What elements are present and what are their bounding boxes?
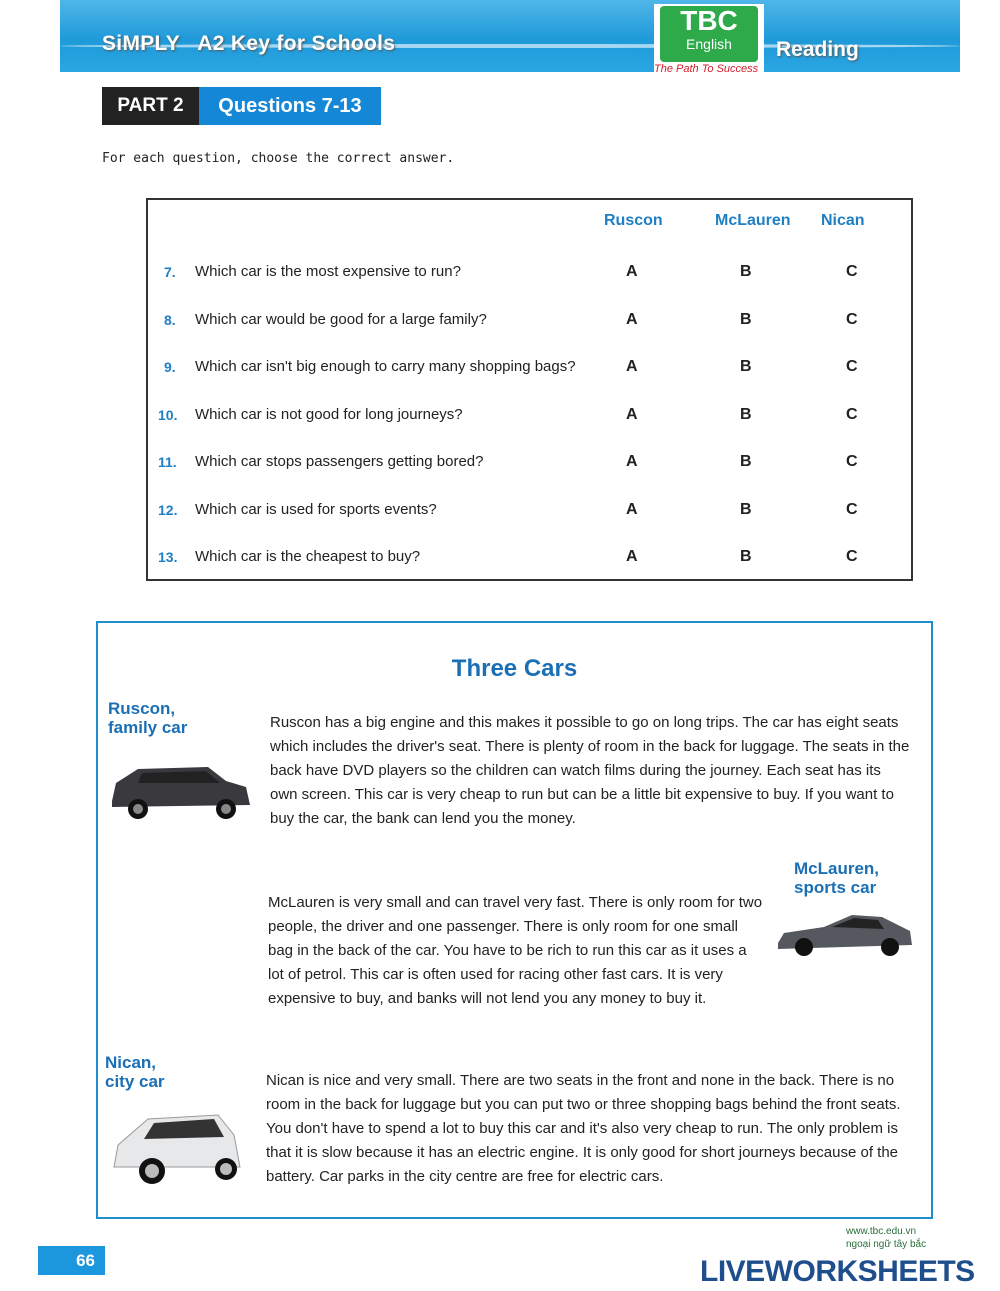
nican-label: [105, 1053, 165, 1091]
option-c[interactable]: C: [846, 453, 858, 470]
mclauren-label: [794, 859, 879, 897]
question-text: Which car is not good for long journeys?: [195, 405, 463, 423]
question-text: Which car is used for sports events?: [195, 500, 437, 518]
question-number: 9.: [164, 359, 176, 375]
question-text: Which car stops passengers getting bored?: [195, 453, 484, 470]
question-number: 13.: [158, 549, 178, 565]
ruscon-label: [108, 699, 187, 737]
mclauren-description: McLauren is very small and can travel very fast. There is only room for two people, the driver and one passenger. There is only room for one small bag in the back of the car. You have to be rich to run this car as it uses a lot of petrol. This car is often used for racing other fast cars. It is very expensive to buy, and banks will not lend you any money to buy it.: [268, 894, 763, 1007]
option-b[interactable]: B: [740, 453, 752, 470]
option-c[interactable]: C: [846, 310, 858, 328]
option-c[interactable]: C: [846, 500, 858, 518]
question-number: 10.: [158, 406, 178, 423]
question-row: [148, 260, 911, 284]
question-text: Which car is the most expensive to run?: [195, 263, 461, 280]
instruction: For each question, choose the correct answer.: [102, 151, 455, 166]
label-line: Nican,: [105, 1053, 157, 1072]
logo-tagline: The Path To Success: [654, 63, 759, 75]
book-title: SiMPLY A2 Key for Schools: [102, 32, 396, 55]
passage-title: Three Cars: [451, 655, 578, 682]
option-c[interactable]: C: [846, 548, 858, 565]
option-b[interactable]: B: [740, 263, 752, 280]
option-a[interactable]: A: [626, 405, 638, 423]
option-b[interactable]: B: [740, 500, 752, 518]
option-a[interactable]: A: [626, 310, 638, 328]
part-label: PART 2: [102, 87, 199, 125]
logo-text: TBC: [680, 5, 738, 36]
column-mclauren: McLauren: [715, 212, 791, 229]
option-a[interactable]: A: [626, 358, 638, 375]
liveworksheets-logo: LIVEWORKSHEETS: [700, 1255, 975, 1288]
option-b[interactable]: B: [740, 358, 752, 375]
question-text: Which car is the cheapest to buy?: [195, 548, 421, 565]
label-line: sports car: [794, 878, 877, 897]
label-line: Ruscon,: [108, 699, 176, 718]
page-number: 66: [38, 1246, 105, 1275]
label-line: city car: [105, 1072, 165, 1091]
option-a[interactable]: A: [626, 263, 638, 280]
question-row: [148, 308, 911, 332]
ruscon-description: Ruscon has a big engine and this makes it possible to go on long trips. The car has eight seats which includes the driver's seat. There is plenty of room in the back for luggage. The seats in the back have DVD players so the children can watch films during the journey. Each seat has its own screen. This car is very cheap to run but can be a little bit expensive to buy. If you want to buy the car, the bank can lend you the money.: [270, 714, 910, 827]
section-title: Reading: [776, 38, 859, 61]
question-number: 8.: [164, 311, 176, 328]
option-a[interactable]: A: [626, 548, 638, 565]
label-line: McLauren,: [794, 859, 880, 878]
question-number: 11.: [158, 454, 177, 470]
facebook-link[interactable]: ngoại ngữ tây bắc: [846, 1239, 927, 1250]
reading-passage: [96, 621, 933, 1219]
question-text: Which car would be good for a large family?: [195, 310, 487, 328]
column-ruscon: Ruscon: [604, 212, 663, 229]
nican-car-image: [108, 1109, 248, 1189]
question-table: [146, 198, 913, 581]
question-text: Which car isn't big enough to carry many shopping bags?: [195, 358, 576, 375]
option-a[interactable]: A: [626, 453, 638, 470]
website[interactable]: www.tbc.edu.vn: [846, 1226, 917, 1237]
question-number: 12.: [158, 501, 178, 518]
column-nican: Nican: [821, 212, 865, 229]
option-c[interactable]: C: [846, 405, 858, 423]
option-c[interactable]: C: [846, 358, 858, 375]
nican-description: Nican is nice and very small. There are two seats in the front and none in the back. There is no room in the back for luggage but you can put two or three shopping bags behind the front seats. You don't have to spend a lot to buy this car and it's also very cheap to run. The only problem is that it is slow because it has an electric engine. It is only good for short journeys because of the battery. Car parks in the city centre are free for electric cars.: [266, 1072, 901, 1185]
option-b[interactable]: B: [740, 548, 752, 565]
question-number: 7.: [164, 264, 176, 280]
ruscon-car-image: [108, 761, 253, 823]
option-a[interactable]: A: [626, 500, 638, 518]
question-row: [148, 450, 911, 474]
label-line: family car: [108, 718, 188, 737]
tbc-logo: [660, 6, 758, 62]
option-b[interactable]: B: [740, 310, 752, 328]
logo-subtext: English: [686, 36, 732, 52]
question-row: [148, 498, 911, 522]
question-row: [148, 355, 911, 379]
questions-label: Questions 7-13: [199, 87, 381, 125]
mclauren-car-image: [774, 909, 916, 959]
question-row: [148, 545, 911, 569]
option-c[interactable]: C: [846, 263, 858, 280]
mclauren-description-part1: [268, 891, 763, 1011]
question-row: [148, 403, 911, 427]
option-b[interactable]: B: [740, 405, 752, 423]
